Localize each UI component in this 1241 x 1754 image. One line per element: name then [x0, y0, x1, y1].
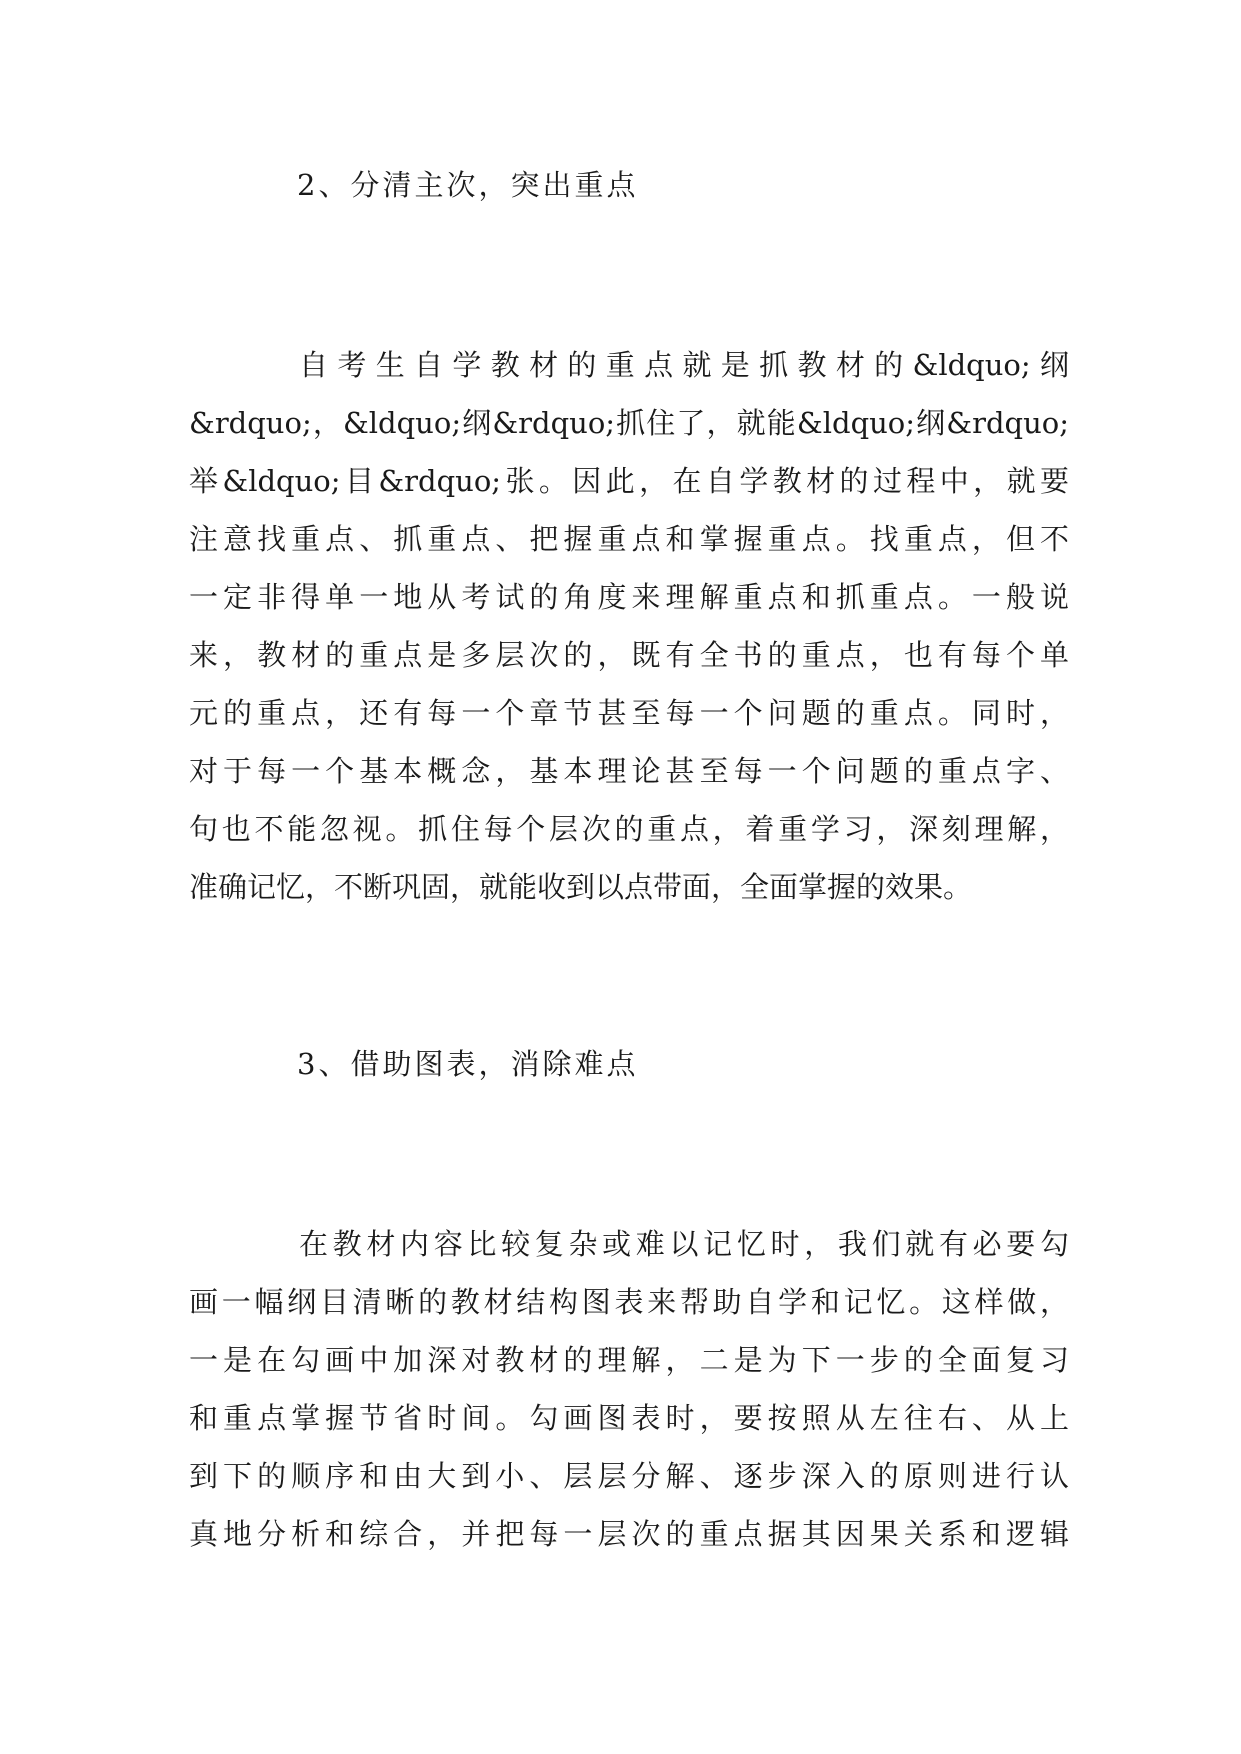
paragraph-line: 真地分析和综合，并把每一层次的重点据其因果关系和逻辑	[189, 1517, 1069, 1551]
section-3-paragraph	[189, 1215, 1069, 1563]
paragraph-line: 到下的顺序和由大到小、层层分解、逐步深入的原则进行认	[189, 1459, 1069, 1493]
paragraph-line: 在教材内容比较复杂或难以记忆时，我们就有必要勾	[299, 1227, 1069, 1261]
paragraph-line: 注意找重点、抓重点、把握重点和掌握重点。找重点，但不	[189, 522, 1069, 556]
paragraph-line: 举&ldquo;目&rdquo;张。因此，在自学教材的过程中，就要	[189, 464, 1069, 498]
paragraph-line: 准确记忆，不断巩固，就能收到以点带面，全面掌握的效果。	[189, 870, 973, 904]
paragraph-line: 一是在勾画中加深对教材的理解，二是为下一步的全面复习	[189, 1343, 1069, 1377]
paragraph-line: 和重点掌握节省时间。勾画图表时，要按照从左往右、从上	[189, 1401, 1069, 1435]
paragraph-line: 画一幅纲目清晰的教材结构图表来帮助自学和记忆。这样做，	[189, 1285, 1069, 1319]
paragraph-line: 来，教材的重点是多层次的，既有全书的重点，也有每个单	[189, 638, 1069, 672]
paragraph-line: 对于每一个基本概念，基本理论甚至每一个问题的重点字、	[189, 754, 1069, 788]
paragraph-line: 元的重点，还有每一个章节甚至每一个问题的重点。同时，	[189, 696, 1069, 730]
section-2-paragraph	[189, 336, 1069, 916]
section-3-heading: 3、借助图表，消除难点	[297, 1047, 639, 1081]
section-2-heading: 2、分清主次，突出重点	[297, 168, 639, 202]
paragraph-line: 自考生自学教材的重点就是抓教材的&ldquo;纲	[299, 348, 1069, 382]
paragraph-line: 句也不能忽视。抓住每个层次的重点，着重学习，深刻理解，	[189, 812, 1069, 846]
paragraph-line: 一定非得单一地从考试的角度来理解重点和抓重点。一般说	[189, 580, 1069, 614]
paragraph-line: &rdquo;，&ldquo;纲&rdquo;抓住了，就能&ldquo;纲&rdquo;	[189, 406, 1069, 440]
